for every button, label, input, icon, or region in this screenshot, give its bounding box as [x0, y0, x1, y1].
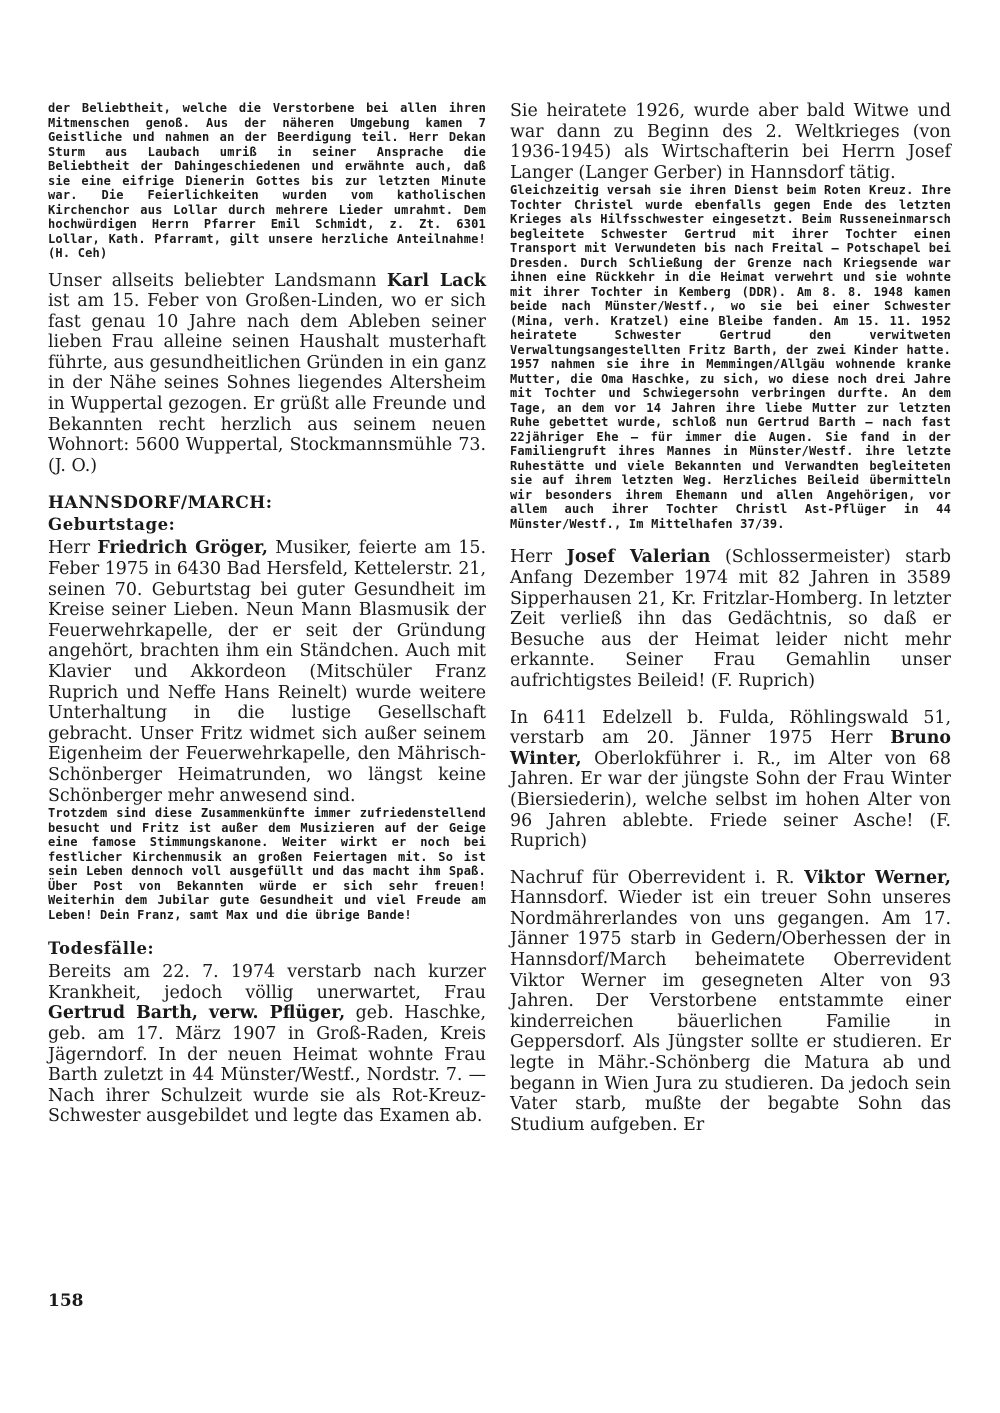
werner-text-2: Hannsdorf. Wieder ist ein treuer Sohn unseres Nordmährerlandes von uns gegangen. Am 17. Jänner 1975 starb in Gedern/Oberhessen der in Hannsdorf/March beheimatete Oberrevident Viktor Werner im gesegneten Alter von 93 Jahren. Der Verstorbene entstammte einer kinderreichen bäuerlichen Familie in Geppersdorf. Als Jüngster sollte er studieren. Er legte in Mähr.-Schönberg die Matura ab und begann in Wien Jura zu studieren. Da jedoch sein Vater starb, mußte der begabte Sohn das Studium aufgeben. Er: [510, 888, 951, 1135]
valerian-text-2: (Schlossermeister) starb Anfang Dezember 1974 mit 82 Jahren in 3589 Sipperhausen 21, Kr. Fritzlar-Homberg. In letzter Zeit verließ ihn das Gedächtnis, so daß er Besuche aus der Heimat leider nicht mehr erkannte. Seiner Frau Gemahlin unser aufrichtigstes Beileid! (F. Ruprich): [510, 547, 951, 691]
right-column: [510, 101, 951, 1135]
groeger-name: Friedrich Gröger,: [97, 538, 268, 559]
werner-text-1: Nachruf für Oberrevident i. R.: [510, 867, 805, 888]
valerian-paragraph: [510, 547, 951, 691]
intro-small-text: der Beliebtheit, welche die Verstorbene bei allen ihren Mitmenschen genoß. Aus der näheren Umgebung kamen 7 Geistliche und nahmen an der Beerdigung teil. Herr Dekan Sturm aus Laubach umriß in seiner Ansprache die Beliebtheit der Dahingeschiedenen und erwähnte auch, daß sie eine eifrige Dienerin Gottes bis zur letzten Minute war. Die Feierlichkeiten wurden vom katholischen Kirchenchor aus Lollar durch mehrere Lieder umrahmt. Dem hochwürdigen Herrn Pfarrer Emil Schmidt, z. Zt. 6301 Lollar, Kath. Pfarramt, gilt unsere herzliche Anteilnahme! (H. Ceh): [48, 101, 486, 260]
barth-text-2: geb. Haschke, geb. am 17. März 1907 in Groß-Raden, Kreis Jägerndorf. In der neuen Heimat wohnte Frau Barth zuletzt in 44 Münster/Westf., Nordstr. 7. — Nach ihrer Schulzeit wurde sie als Rot-Kreuz-Schwester ausgebildet und legte das Examen ab.: [48, 1003, 486, 1127]
werner-name: Viktor Werner,: [804, 867, 951, 888]
lack-text-2: ist am 15. Feber von Großen-Linden, wo er sich fast genau 10 Jahre nach dem Ableben seiner lieben Frau alleine seinen Haushalt musterhaft führte, aus gesundheitlichen Gründen in ein ganz in der Nähe seines Sohnes liegendes Altersheim in Wuppertal gezogen. Er grüßt alle Freunde und Bekannten recht herzlich aus seinem neuen Wohnort: 5600 Wuppertal, Stockmannsmühle 73. (J. O.): [48, 291, 487, 476]
barth-paragraph: [48, 962, 486, 1127]
werner-paragraph: [510, 868, 951, 1136]
lack-paragraph: [48, 271, 486, 477]
deaths-heading: Todesfälle:: [48, 939, 155, 959]
left-column: [48, 101, 486, 1127]
groeger-text-2: Musiker, feierte am 15. Feber 1975 in 6430 Bad Hersfeld, Kettelerstr. 21, seinen 70. Geburtstag bei guter Gesundheit im Kreise seiner Lieben. Neun Mann Blasmusik der Feuerwehrkapelle, der er seit der Gründung angehört, brachten ihm ein Ständchen. Auch mit Klavier und Akkordeon (Mitschüler Franz Ruprich und Neffe Hans Reinelt) wurde weitere Unterhaltung in die lustige Gesellschaft gebracht. Unser Fritz widmet sich außer seinem Eigenheim der Feuerwehrkapelle, den Mährisch-Schönberger Heimatrunden, wo längst keine Schönberger mehr anwesend sind.: [48, 538, 486, 806]
winter-text-1: In 6411 Edelzell b. Fulda, Röhlingswald 51, verstarb am 20. Jänner 1975 Herr: [510, 707, 951, 749]
barth-name: Gertrud Barth, verw. Pflüger,: [48, 1003, 346, 1024]
valerian-text-1: Herr: [510, 547, 567, 568]
groeger-text-1: Herr: [48, 538, 98, 559]
winter-paragraph: [510, 708, 951, 852]
section-heading: HANNSDORF/MARCH:: [48, 493, 273, 514]
barth-continuation: Sie heiratete 1926, wurde aber bald Witwe und war dann zu Beginn des 2. Weltkrieges (von 1936-1945) als Wirtschafterin bei Herrn Josef Langer (Langer Gerber) in Hannsdorf tätig.: [510, 101, 951, 183]
birthdays-heading: Geburtstage:: [48, 515, 176, 535]
winter-name: Bruno Winter,: [510, 728, 951, 769]
groeger-small-text: Trotzdem sind diese Zusammenkünfte immer zufriedenstellend besucht und Fritz ist außer dem Musizieren auf der Geige eine famose Stimmungskanone. Weiter wirkt er noch bei festlicher Kirchenmusik an großen Feiertagen mit. So ist sein Leben dennoch voll ausgefüllt und das macht ihm Spaß. Über Post von Bekannten würde er sich sehr freuen! Weiterhin dem Jubilar gute Gesundheit und viel Freude am Leben! Dein Franz, samt Max und die übrige Bande!: [48, 806, 486, 922]
barth-small-text: Gleichzeitig versah sie ihren Dienst beim Roten Kreuz. Ihre Tochter Christel wurde ebenfalls gegen Ende des letzten Krieges als Hilfsschwester eingesetzt. Beim Russeneinmarsch begleitete Schwester Gertrud mit ihrer Tochter einen Transport mit Verwundeten bis nach Freital — Potschapel bei Dresden. Durch Schließung der Grenze nach Kriegsende war ihnen eine Rückkehr in die Heimat verwehrt und sie wohnte mit ihrer Tochter in Kemberg (DDR). Am 8. 8. 1948 kamen beide nach Münster/Westf., wo sie bei einer Schwester (Mina, verh. Kratzel) eine Bleibe fanden. Am 15. 11. 1952 heiratete Schwester Gertrud den verwitweten Verwaltungsangestellten Fritz Barth, der zwei Kinder hatte. 1957 nahmen sie ihre in Memmingen/Allgäu wohnende kranke Mutter, die Oma Haschke, zu sich, wo diese noch drei Jahre mit Tochter und Schwiegersohn verbringen durfte. An dem Tage, an dem vor 14 Jahren ihre liebe Mutter zur letzten Ruhe gebettet wurde, schloß nun Gertrud Barth — nach fast 22jähriger Ehe — für immer die Augen. Sie fand in der Familiengruft ihres Mannes in Münster/Westf. ihre letzte Ruhestätte und viele Bekannten und Verwandten begleiteten sie auf ihrem letzten Weg. Herzliches Beileid übermitteln wir besonders ihrem Ehemann und allen Angehörigen, vor allem auch ihrer Tochter Christl Ast-Pflüger in 44 Münster/Westf., Im Mittelhafen 37/39.: [510, 183, 951, 531]
page-number: 158: [48, 1291, 84, 1311]
winter-text-2: Oberlokführer i. R., im Alter von 68 Jahren. Er war der jüngste Sohn der Frau Winter (Biersiederin), welche selbst im hohen Alter von 96 Jahren ablebte. Friede seiner Asche! (F. Ruprich): [510, 748, 951, 852]
lack-text-1: Unser allseits beliebter Landsmann: [48, 270, 387, 291]
lack-name: Karl Lack: [386, 270, 486, 291]
groeger-paragraph: [48, 538, 486, 806]
valerian-name: Josef Valerian: [566, 547, 711, 568]
barth-text-1: Bereits am 22. 7. 1974 verstarb nach kurzer Krankheit, jedoch völlig unerwartet, Frau: [48, 962, 486, 1003]
